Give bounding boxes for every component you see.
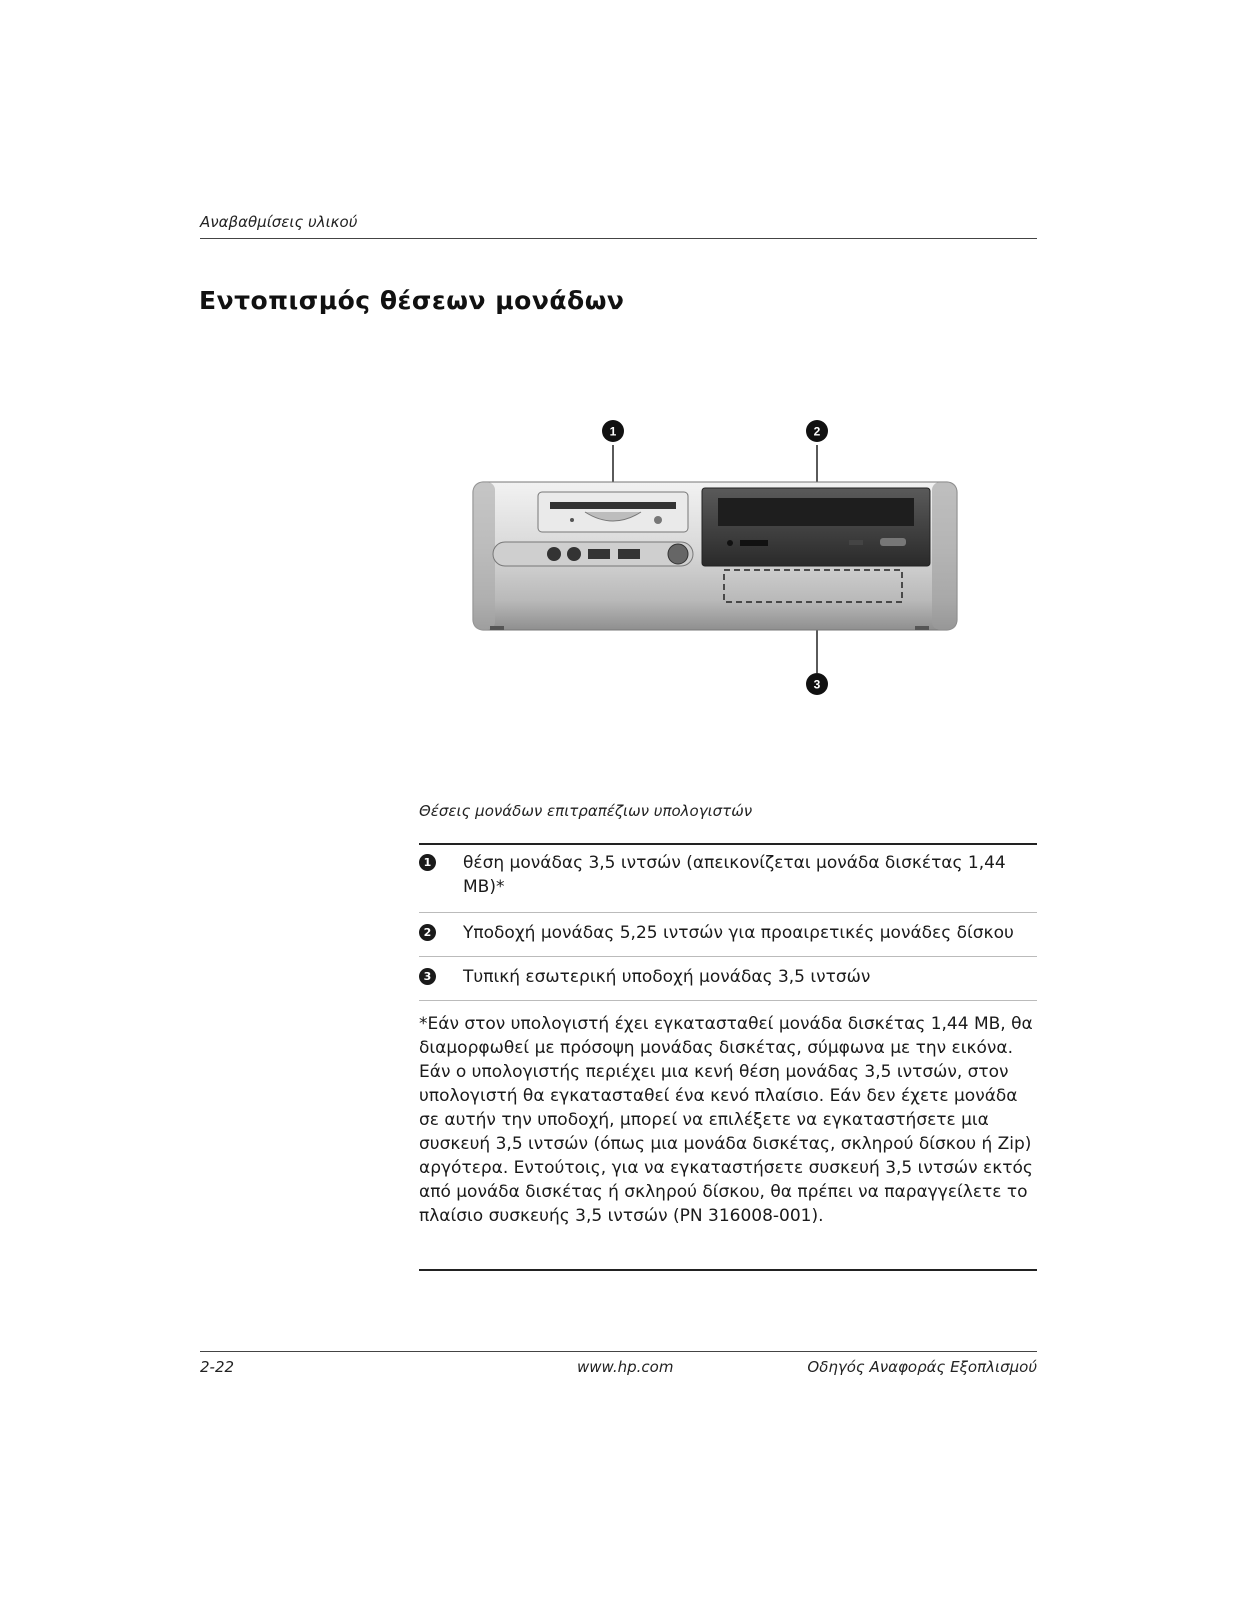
table-footnote: *Εάν στον υπολογιστή έχει εγκατασταθεί μονάδα δισκέτας 1,44 MB, θα διαμορφωθεί με πρόσοψη μονάδας δισκέτας, σύμφωνα με την εικόνα. Εάν ο υπολογιστής περιέχει μια κενή θέση μονάδας 3,5 ιντσών, στον υπολογιστή θα εγκατασταθεί ένα κενό πλαίσιο. Εάν δεν έχετε μονάδα σε αυτήν την υποδοχή, μπορεί να επιλέξετε να εγκαταστήσετε μια συσκευή 3,5 ιντσών (όπως μια μονάδα δισκέτας, σκληρού δίσκου ή Zip) αργότερα. Εντούτοις, για να εγκαταστήσετε συσκευή 3,5 ιντσών εκτός από μονάδα δισκέτας ή σκληρού δίσκου, θα πρέπει να παραγγείλετε το πλαίσιο συσκευής 3,5 ιντσών (PN 316008-001). — [419, 1014, 1033, 1226]
page-number: 2-22 — [200, 1358, 235, 1376]
callout-3-label: 3 — [813, 677, 821, 692]
footer-book-title: Οδηγός Αναφοράς Εξοπλισμού — [807, 1358, 1037, 1376]
row-text: Υποδοχή μονάδας 5,25 ιντσών για προαιρετικές μονάδες δίσκου — [463, 923, 1014, 943]
optical-eject-button — [880, 538, 906, 546]
floppy-eject-button — [654, 516, 662, 524]
power-button-icon — [668, 544, 688, 564]
usb-port-icon — [588, 549, 610, 559]
row-divider — [419, 956, 1037, 957]
callout-2 — [806, 420, 828, 442]
table-bottom-rule — [419, 1269, 1037, 1271]
running-header: Αναβαθμίσεις υλικού — [200, 213, 358, 231]
callout-1 — [602, 420, 624, 442]
row-divider — [419, 1000, 1037, 1001]
figure-caption: Θέσεις μονάδων επιτραπέζιων υπολογιστών — [419, 802, 753, 820]
row-marker-1: 1 — [419, 854, 436, 871]
usb-port-icon — [618, 549, 640, 559]
callout-2-label: 2 — [813, 424, 821, 439]
optical-tray — [718, 498, 914, 526]
headphone-jack-icon — [547, 547, 561, 561]
row-text: Τυπική εσωτερική υποδοχή μονάδας 3,5 ιντσών — [463, 967, 871, 987]
row-text: θέση μονάδας 3,5 ιντσών (απεικονίζεται μονάδα δισκέτας 1,44 MB)* — [463, 853, 1006, 897]
callout-1-label: 1 — [609, 424, 617, 439]
microphone-jack-icon — [567, 547, 581, 561]
computer-front-illustration — [470, 420, 990, 720]
floppy-slot — [550, 502, 676, 509]
page-title: Εντοπισμός θέσεων μονάδων — [199, 286, 625, 315]
footer-divider — [200, 1351, 1037, 1352]
row-divider — [419, 912, 1037, 913]
table-top-rule — [419, 843, 1037, 845]
footer-url: www.hp.com — [577, 1358, 674, 1376]
callout-3 — [806, 673, 828, 695]
desktop-computer-figure — [470, 420, 990, 720]
row-marker-2: 2 — [419, 924, 436, 941]
header-divider — [200, 238, 1037, 239]
row-marker-3: 3 — [419, 968, 436, 985]
